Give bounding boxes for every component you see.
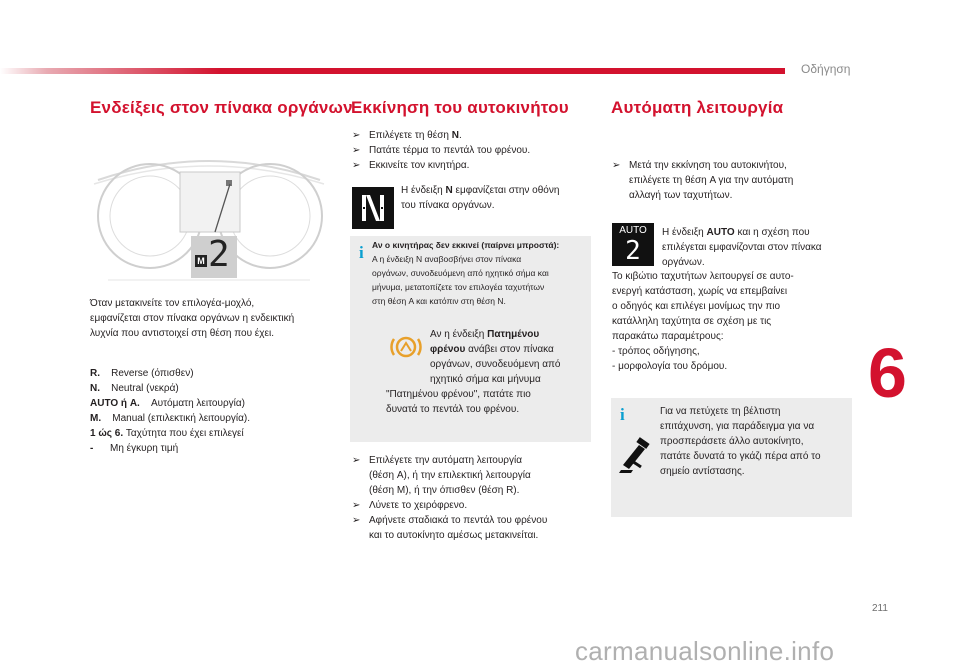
step-item bbox=[352, 483, 592, 498]
n-note-line: του πίνακα οργάνων. bbox=[401, 200, 495, 211]
tip-line: προσπεράσετε άλλο αυτοκίνητο, bbox=[660, 436, 804, 447]
step-item bbox=[352, 143, 592, 158]
legend-key: R. bbox=[90, 368, 100, 379]
para-line: - τρόπος οδήγησης, bbox=[612, 346, 700, 357]
instrument-panel-illustration bbox=[88, 140, 330, 292]
info-icon: i bbox=[620, 405, 625, 424]
legend-row bbox=[90, 441, 340, 456]
step-text: Πατάτε τέρμα το πεντάλ του φρένου. bbox=[369, 145, 531, 156]
info-title: Αν ο κινητήρας δεν εκκινεί (παίρνει μπροστά): bbox=[372, 240, 560, 250]
arrow-icon: ➢ bbox=[352, 500, 361, 511]
step-item bbox=[352, 513, 592, 528]
step-item bbox=[352, 128, 592, 143]
n-note-text: εμφανίζεται στην οθόνη bbox=[452, 185, 560, 196]
brake-bold: φρένου bbox=[430, 344, 466, 355]
step-item bbox=[352, 453, 592, 468]
gearbox-paragraph bbox=[612, 269, 857, 374]
legend-row bbox=[90, 426, 340, 441]
step-text: Μετά την εκκίνηση του αυτοκινήτου, bbox=[629, 160, 787, 171]
brake-text: ανάβει στον πίνακα bbox=[465, 344, 554, 355]
arrow-icon: ➢ bbox=[352, 130, 361, 141]
para-line: ο οδηγός και επιλέγει μονίμως την πιο bbox=[612, 301, 781, 312]
step-item bbox=[612, 173, 852, 188]
para-line: παρακάτω παραμέτρους: bbox=[612, 331, 724, 342]
auto-note-line: οργάνων. bbox=[662, 257, 705, 268]
tip-line: Για να πετύχετε τη βέλτιστη bbox=[660, 406, 781, 417]
legend-key: M. bbox=[90, 413, 102, 424]
brake-line: οργάνων, συνοδευόμενη από bbox=[430, 359, 561, 370]
info-text bbox=[372, 238, 589, 308]
arrow-icon: ➢ bbox=[352, 515, 361, 526]
step-item bbox=[352, 468, 592, 483]
legend-value: Neutral (νεκρά) bbox=[111, 383, 179, 394]
step-bold: N bbox=[451, 130, 459, 141]
para-line: εμφανίζεται στον πίνακα οργάνων η ενδεικτική bbox=[90, 313, 295, 324]
header-bar bbox=[0, 68, 785, 74]
legend-row bbox=[90, 411, 340, 426]
tip-line: σημείο αντίστασης. bbox=[660, 466, 745, 477]
tip-text bbox=[660, 404, 850, 479]
legend-value: Reverse (όπισθεν) bbox=[111, 368, 194, 379]
final-steps bbox=[352, 453, 592, 543]
step-text: (θέση M), ή την όπισθεν (θέση R). bbox=[369, 485, 520, 496]
info-line: Α η ένδειξη N αναβοσβήνει στον πίνακα bbox=[372, 254, 522, 264]
section-heading-indicators: Ενδείξεις στον πίνακα οργάνων bbox=[90, 98, 353, 117]
n-note bbox=[401, 183, 591, 213]
legend-value: Manual (επιλεκτική λειτουργία). bbox=[112, 413, 251, 424]
page-number: 211 bbox=[872, 603, 888, 614]
step-text: Αφήνετε σταδιακά το πεντάλ του φρένου bbox=[369, 515, 548, 526]
legend-row bbox=[90, 381, 340, 396]
arrow-icon: ➢ bbox=[352, 455, 361, 466]
start-steps bbox=[352, 128, 592, 173]
arrow-icon: ➢ bbox=[612, 160, 621, 171]
step-text: Λύνετε το χειρόφρενο. bbox=[369, 500, 468, 511]
brake-bold: Πατημένου bbox=[487, 329, 540, 340]
arrow-icon: ➢ bbox=[352, 160, 361, 171]
chapter-title: Οδήγηση bbox=[801, 62, 851, 76]
gear-display-m-icon: M bbox=[195, 255, 207, 267]
n-note-bold: N bbox=[445, 185, 453, 196]
section-heading-automatic: Αυτόματη λειτουργία bbox=[611, 98, 784, 117]
brake-line bbox=[386, 327, 591, 342]
step-item bbox=[612, 158, 852, 173]
auto-note-line: επιλέγεται εμφανίζονται στον πίνακα bbox=[662, 242, 822, 253]
legend-row bbox=[90, 396, 340, 411]
step-text: (θέση A), ή την επιλεκτική λειτουργία bbox=[369, 470, 531, 481]
legend-value: Αυτόματη λειτουργία) bbox=[150, 398, 245, 409]
info-line: στη θέση A και κατόπιν στη θέση N. bbox=[372, 296, 506, 306]
watermark: carmanualsonline.info bbox=[575, 636, 835, 666]
para-line: λυχνία που αντιστοιχεί στη θέση που έχει. bbox=[90, 328, 274, 339]
step-text: Επιλέγετε την αυτόματη λειτουργία bbox=[369, 455, 522, 466]
brake-line: "Πατημένου φρένου", πατάτε πιο bbox=[386, 389, 531, 400]
section-heading-starting: Εκκίνηση του αυτοκινήτου bbox=[351, 98, 569, 117]
para-line: ενεργή κατάσταση, χωρίς να επεμβαίνει bbox=[612, 286, 788, 297]
step-item bbox=[352, 528, 592, 543]
info-line: μήνυμα, μετατοπίζετε τον επιλογέα ταχυτήτων bbox=[372, 282, 545, 292]
legend-key: N. bbox=[90, 383, 100, 394]
n-note-line bbox=[401, 183, 591, 198]
legend-key: - bbox=[90, 443, 94, 454]
step-text: επιλέγετε τη θέση A για την αυτόματη bbox=[629, 175, 794, 186]
indicators-paragraph bbox=[90, 296, 294, 341]
step-text: Εκκινείτε τον κινητήρα. bbox=[369, 160, 470, 171]
step-item bbox=[352, 498, 592, 513]
tip-line: επιτάχυνση, για παράδειγμα για να bbox=[660, 421, 815, 432]
legend-key: AUTO ή A. bbox=[90, 398, 140, 409]
auto-icon-digit: 2 bbox=[625, 236, 641, 266]
n-note-text: Η ένδειξη bbox=[401, 185, 446, 196]
legend-row bbox=[90, 366, 340, 381]
auto-note-text: και η σχέση που bbox=[734, 227, 810, 238]
legend-key: 1 ώς 6. bbox=[90, 428, 124, 439]
accelerator-pedal-icon bbox=[619, 437, 653, 473]
legend-value: Ταχύτητα που έχει επιλεγεί bbox=[125, 428, 244, 439]
auto-step bbox=[612, 158, 852, 203]
auto-note-line bbox=[662, 225, 857, 240]
step-text: αλλαγή των ταχυτήτων. bbox=[629, 190, 733, 201]
chapter-number: 6 bbox=[868, 334, 907, 412]
para-line: - μορφολογία του δρόμου. bbox=[612, 361, 728, 372]
para-line: Όταν μετακινείτε τον επιλογέα-μοχλό, bbox=[90, 298, 255, 309]
auto-note bbox=[662, 225, 857, 270]
step-text: Επιλέγετε τη θέση bbox=[369, 130, 452, 141]
info-icon: i bbox=[359, 243, 364, 262]
brake-note bbox=[386, 327, 591, 417]
step-item bbox=[612, 188, 852, 203]
brake-line: ηχητικό σήμα και μήνυμα bbox=[430, 374, 541, 385]
brake-line bbox=[386, 342, 591, 357]
legend-value: Μη έγκυρη τιμή bbox=[110, 443, 179, 454]
neutral-n-icon bbox=[352, 187, 394, 229]
gear-display-digit: 2 bbox=[208, 234, 230, 275]
step-item bbox=[352, 158, 592, 173]
auto-note-bold: AUTO bbox=[706, 227, 735, 238]
gear-legend bbox=[90, 366, 340, 456]
auto-icon-label: AUTO bbox=[619, 225, 647, 236]
step-text: και το αυτοκίνητο αμέσως μετακινείται. bbox=[369, 530, 539, 541]
para-line: κατάλληλη ταχύτητα σε σχέση με τις bbox=[612, 316, 772, 327]
tip-line: πατάτε δυνατά το γκάζι πέρα από το bbox=[660, 451, 821, 462]
para-line: Το κιβώτιο ταχυτήτων λειτουργεί σε αυτο- bbox=[612, 271, 794, 282]
brake-text: Αν η ένδειξη bbox=[430, 329, 488, 340]
auto-note-text: Η ένδειξη bbox=[662, 227, 707, 238]
auto-gear-icon bbox=[612, 223, 654, 266]
brake-line: δυνατά το πεντάλ του φρένου. bbox=[386, 404, 520, 415]
arrow-icon: ➢ bbox=[352, 145, 361, 156]
step-after: . bbox=[458, 130, 462, 141]
info-line: οργάνων, συνοδευόμενη από ηχητικό σήμα και bbox=[372, 268, 549, 278]
